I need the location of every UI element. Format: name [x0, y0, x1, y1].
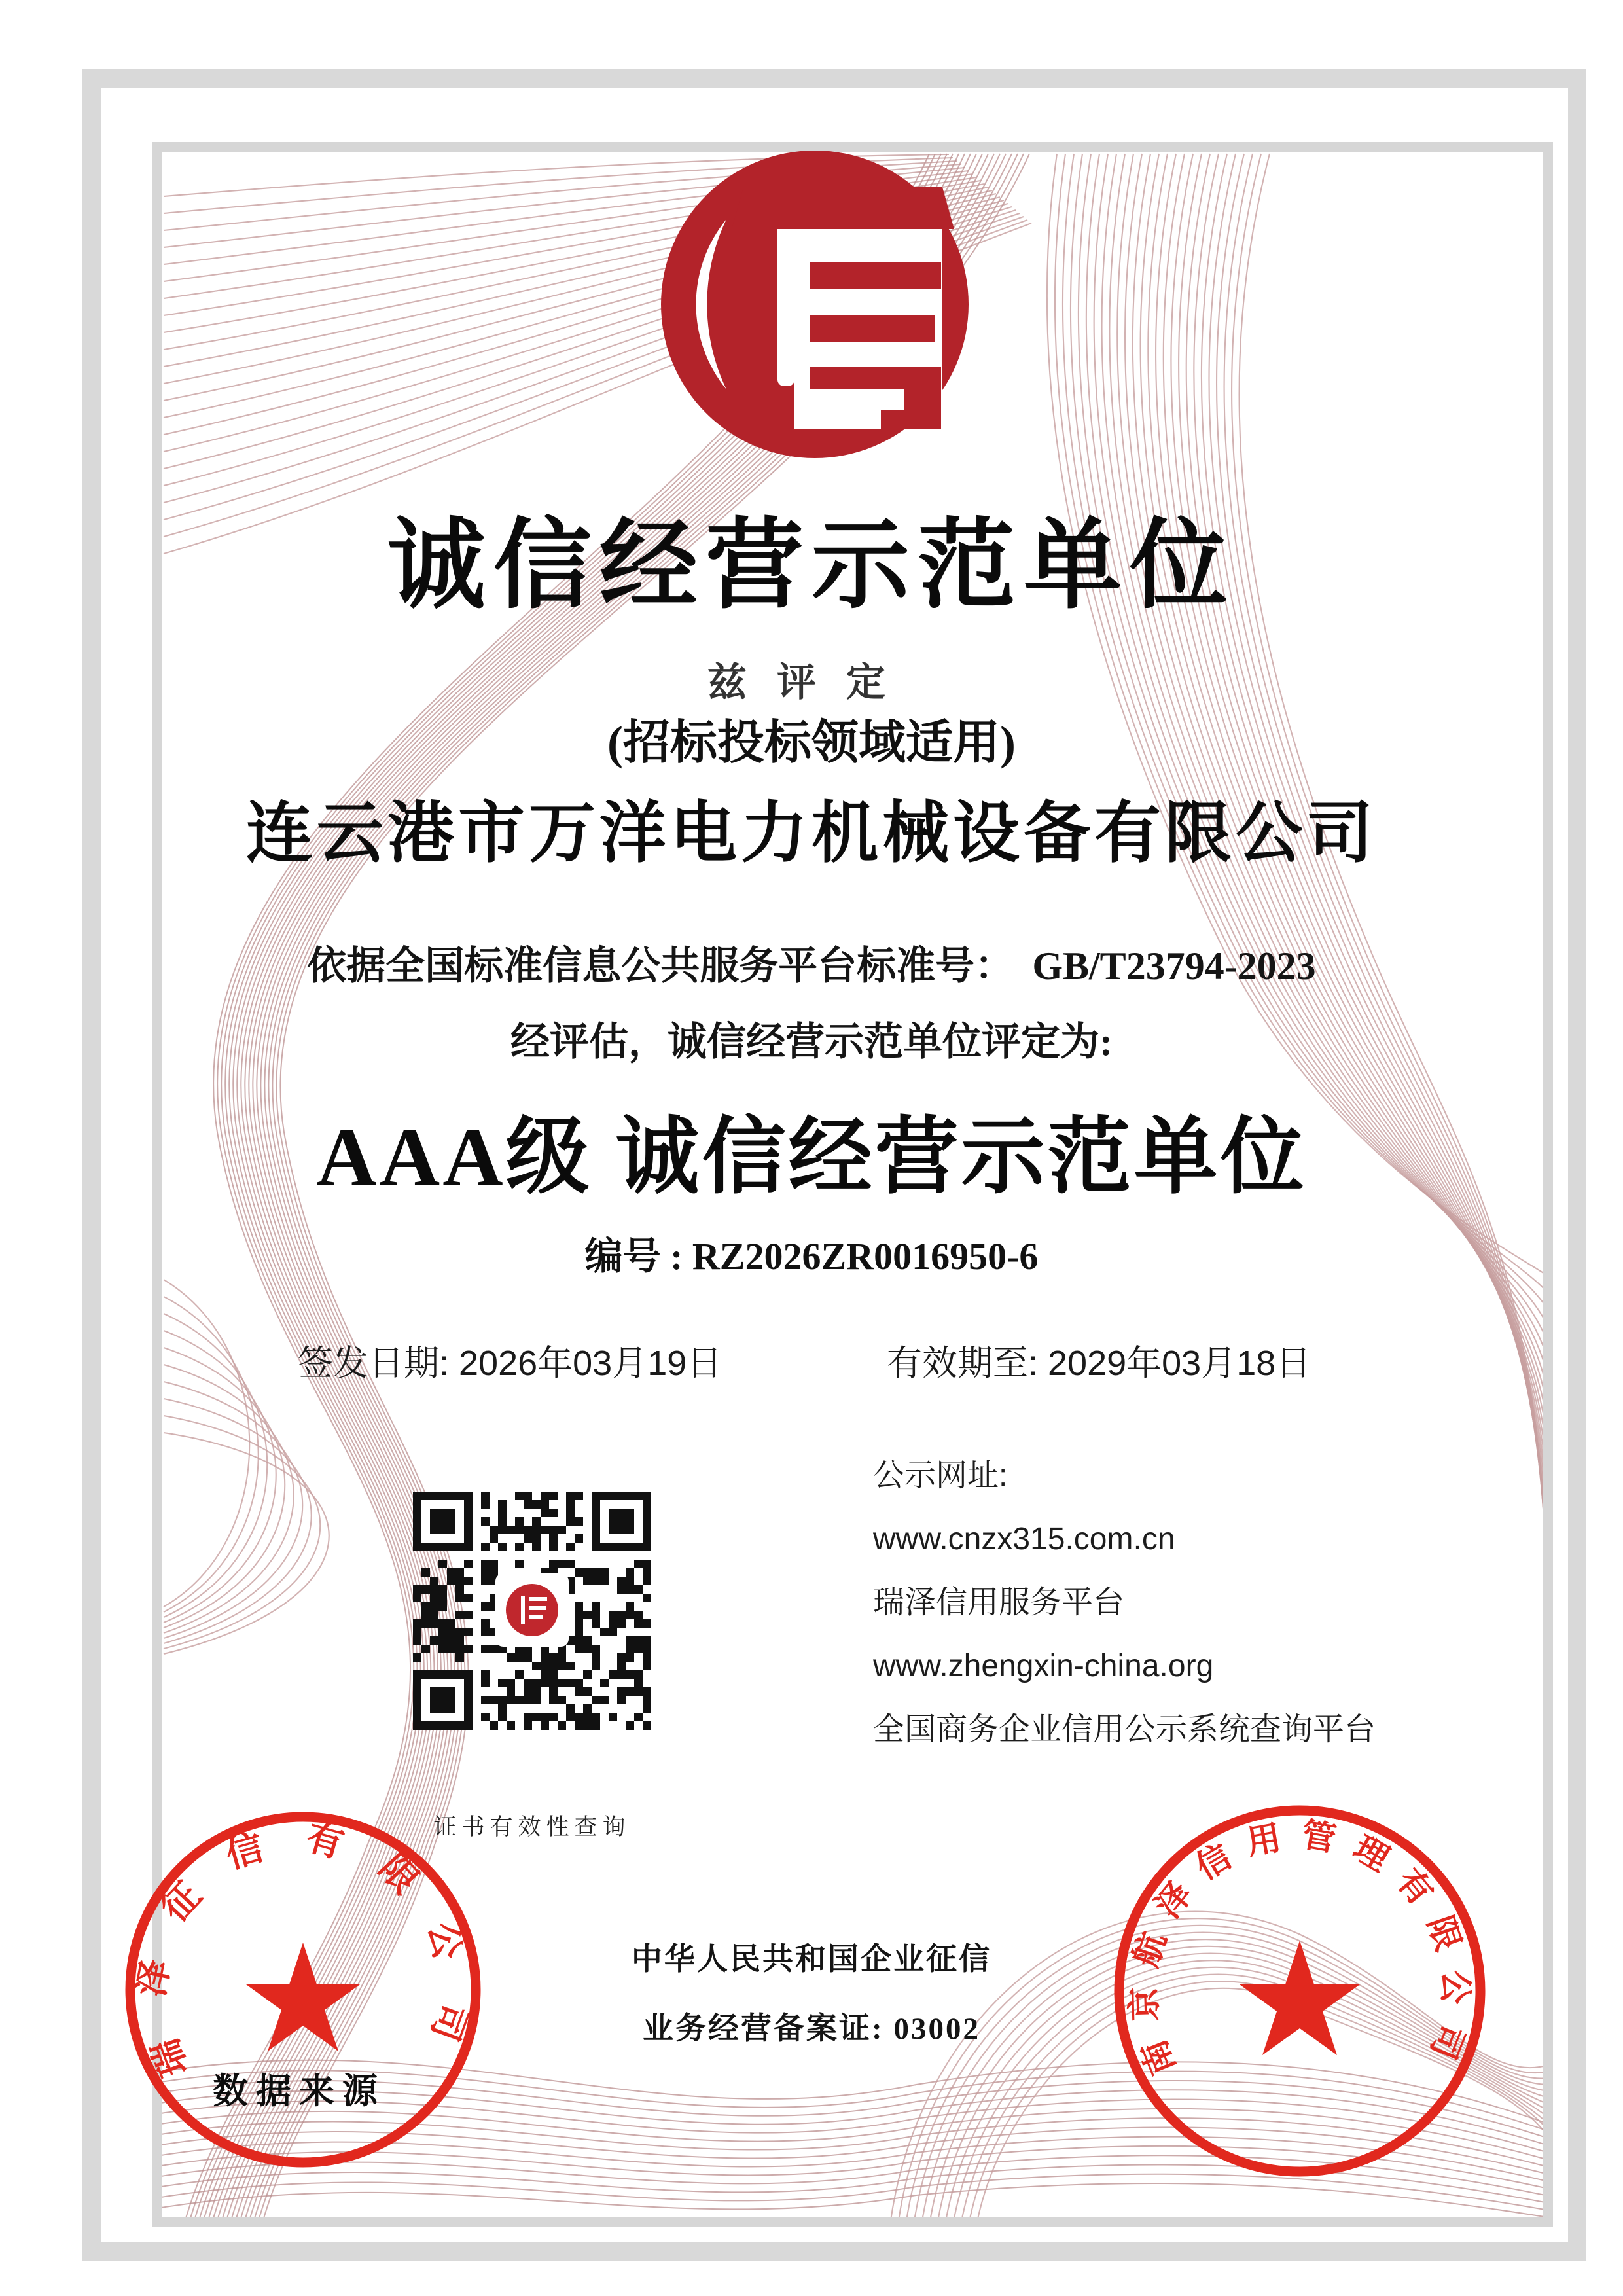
declaration-text: 兹评定 — [707, 661, 916, 704]
publicity-url-1: www.cnzx315.com.cn — [873, 1522, 1175, 1556]
left-seal-company: 瑞泽征信有限公司 — [130, 1817, 476, 2082]
serial-label: 编号 : — [584, 1235, 692, 1278]
publicity-heading: 公示网址: — [873, 1458, 1008, 1493]
qr-caption: 证书有效性查询 — [433, 1814, 631, 1840]
page-title: 诚信经营示范单位 — [387, 512, 1236, 620]
standard-label: 依据全国标准信息公共服务平台标准号： — [307, 944, 1014, 988]
footer-license-number: 03002 — [893, 2012, 980, 2046]
issue-date-label: 签发日期: — [298, 1344, 459, 1383]
left-seal — [121, 1808, 485, 2172]
red-star-icon — [246, 1943, 360, 2051]
issue-date-value: 2026年03月19日 — [459, 1344, 722, 1383]
publicity-url-2: www.zhengxin-china.org — [873, 1649, 1214, 1683]
valid-until-value: 2029年03月18日 — [1048, 1344, 1311, 1383]
standard-number: GB/T23794-2023 — [1032, 944, 1316, 988]
data-source-caption: 数据来源 — [213, 2072, 385, 2111]
valid-until-label: 有效期至: — [887, 1344, 1048, 1383]
footer-license-label: 业务经营备案证: — [643, 2012, 894, 2046]
publicity-block — [873, 1444, 1376, 1761]
publicity-platform-2: 全国商务企业信用公示系统查询平台 — [873, 1712, 1376, 1747]
assessment-line: 经评估，诚信经营示范单位评定为: — [510, 1020, 1113, 1064]
footer-credit-line: 中华人民共和国企业征信 — [632, 1943, 991, 1977]
right-seal-company: 南京航泽信用管理有限公司 — [1126, 1816, 1474, 2080]
scope-note: (招标投标领域适用) — [607, 717, 1016, 769]
serial-number: RZ2026ZR0016950-6 — [692, 1235, 1039, 1278]
publicity-platform-1: 瑞泽信用服务平台 — [873, 1585, 1125, 1620]
company-name: 连云港市万洋电力机械设备有限公司 — [246, 797, 1377, 871]
right-seal — [1109, 1800, 1491, 2182]
rating-line: AAA级 诚信经营示范单位 — [316, 1111, 1307, 1204]
red-star-icon — [1240, 1941, 1360, 2055]
